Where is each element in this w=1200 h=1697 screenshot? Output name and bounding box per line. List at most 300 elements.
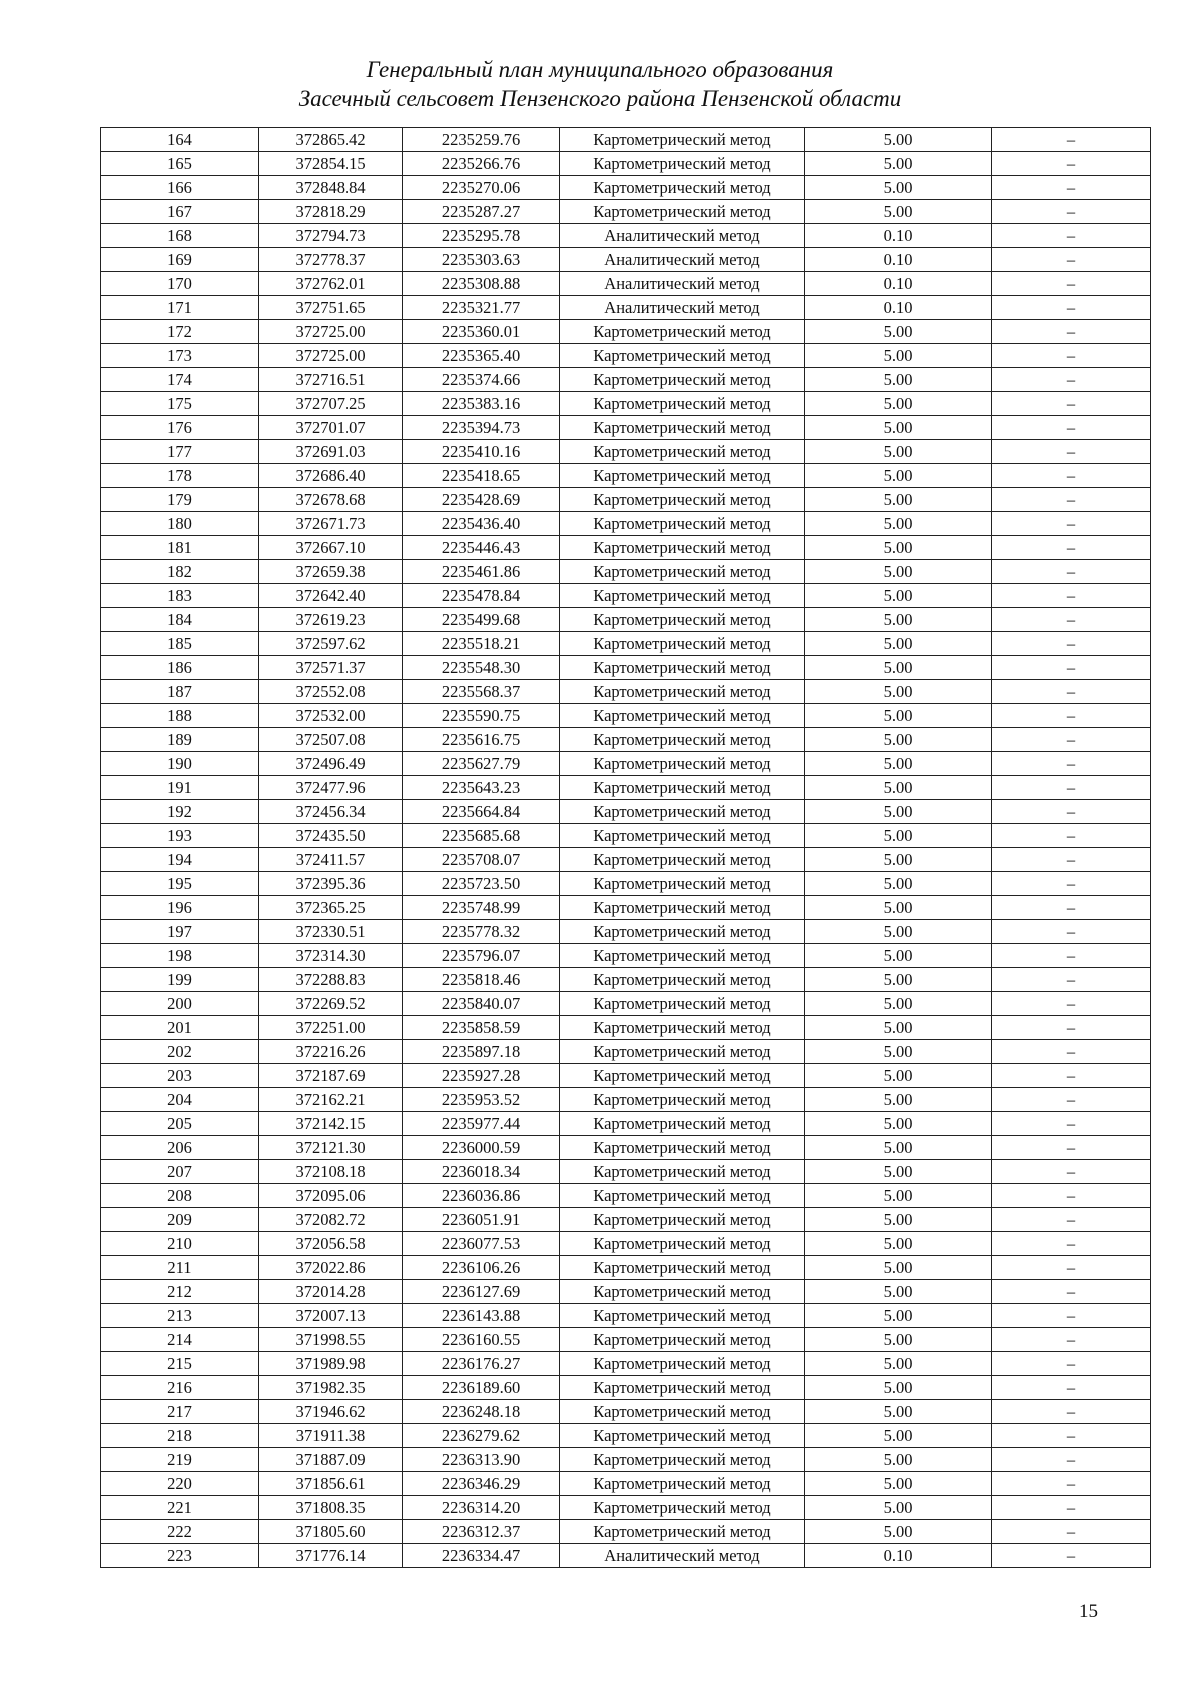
table-row [101, 728, 1151, 752]
table-row [101, 1184, 1151, 1208]
table-row [101, 656, 1151, 680]
y-coordinate-cell: 2235360.01 [403, 320, 560, 344]
note-cell: – [992, 128, 1151, 152]
y-coordinate-cell: 2235321.77 [403, 296, 560, 320]
x-coordinate-cell: 372716.51 [259, 368, 403, 392]
accuracy-cell: 5.00 [805, 1352, 992, 1376]
table-row [101, 1304, 1151, 1328]
y-coordinate-cell: 2235897.18 [403, 1040, 560, 1064]
y-coordinate-cell: 2235685.68 [403, 824, 560, 848]
point-number-cell: 170 [101, 272, 259, 296]
x-coordinate-cell: 372686.40 [259, 464, 403, 488]
accuracy-cell: 5.00 [805, 704, 992, 728]
method-cell: Картометрический метод [560, 152, 805, 176]
y-coordinate-cell: 2235478.84 [403, 584, 560, 608]
accuracy-cell: 5.00 [805, 584, 992, 608]
table-row [101, 416, 1151, 440]
y-coordinate-cell: 2235287.27 [403, 200, 560, 224]
y-coordinate-cell: 2235840.07 [403, 992, 560, 1016]
accuracy-cell: 5.00 [805, 632, 992, 656]
accuracy-cell: 5.00 [805, 128, 992, 152]
y-coordinate-cell: 2235590.75 [403, 704, 560, 728]
point-number-cell: 177 [101, 440, 259, 464]
method-cell: Картометрический метод [560, 920, 805, 944]
x-coordinate-cell: 371982.35 [259, 1376, 403, 1400]
method-cell: Картометрический метод [560, 344, 805, 368]
point-number-cell: 167 [101, 200, 259, 224]
note-cell: – [992, 824, 1151, 848]
table-row [101, 152, 1151, 176]
note-cell: – [992, 1352, 1151, 1376]
x-coordinate-cell: 372411.57 [259, 848, 403, 872]
point-number-cell: 176 [101, 416, 259, 440]
y-coordinate-cell: 2235365.40 [403, 344, 560, 368]
accuracy-cell: 5.00 [805, 1280, 992, 1304]
y-coordinate-cell: 2236127.69 [403, 1280, 560, 1304]
x-coordinate-cell: 372435.50 [259, 824, 403, 848]
y-coordinate-cell: 2236051.91 [403, 1208, 560, 1232]
note-cell: – [992, 1280, 1151, 1304]
note-cell: – [992, 320, 1151, 344]
method-cell: Картометрический метод [560, 1040, 805, 1064]
note-cell: – [992, 632, 1151, 656]
accuracy-cell: 5.00 [805, 464, 992, 488]
note-cell: – [992, 872, 1151, 896]
table-row [101, 776, 1151, 800]
x-coordinate-cell: 371808.35 [259, 1496, 403, 1520]
note-cell: – [992, 1304, 1151, 1328]
y-coordinate-cell: 2236000.59 [403, 1136, 560, 1160]
y-coordinate-cell: 2235266.76 [403, 152, 560, 176]
table-row [101, 1208, 1151, 1232]
note-cell: – [992, 272, 1151, 296]
note-cell: – [992, 944, 1151, 968]
y-coordinate-cell: 2236106.26 [403, 1256, 560, 1280]
note-cell: – [992, 440, 1151, 464]
y-coordinate-cell: 2235778.32 [403, 920, 560, 944]
method-cell: Картометрический метод [560, 896, 805, 920]
method-cell: Картометрический метод [560, 512, 805, 536]
point-number-cell: 171 [101, 296, 259, 320]
method-cell: Картометрический метод [560, 440, 805, 464]
table-row [101, 1088, 1151, 1112]
x-coordinate-cell: 372082.72 [259, 1208, 403, 1232]
note-cell: – [992, 752, 1151, 776]
note-cell: – [992, 152, 1151, 176]
y-coordinate-cell: 2235977.44 [403, 1112, 560, 1136]
table-row [101, 1112, 1151, 1136]
method-cell: Картометрический метод [560, 1088, 805, 1112]
table-row [101, 824, 1151, 848]
accuracy-cell: 5.00 [805, 368, 992, 392]
y-coordinate-cell: 2235643.23 [403, 776, 560, 800]
accuracy-cell: 5.00 [805, 944, 992, 968]
x-coordinate-cell: 371776.14 [259, 1544, 403, 1568]
point-number-cell: 210 [101, 1232, 259, 1256]
table-row [101, 848, 1151, 872]
point-number-cell: 219 [101, 1448, 259, 1472]
x-coordinate-cell: 372014.28 [259, 1280, 403, 1304]
x-coordinate-cell: 372162.21 [259, 1088, 403, 1112]
note-cell: – [992, 1088, 1151, 1112]
accuracy-cell: 5.00 [805, 1136, 992, 1160]
point-number-cell: 190 [101, 752, 259, 776]
point-number-cell: 169 [101, 248, 259, 272]
accuracy-cell: 0.10 [805, 272, 992, 296]
accuracy-cell: 5.00 [805, 416, 992, 440]
point-number-cell: 168 [101, 224, 259, 248]
table-row [101, 224, 1151, 248]
note-cell: – [992, 1112, 1151, 1136]
x-coordinate-cell: 372678.68 [259, 488, 403, 512]
note-cell: – [992, 200, 1151, 224]
accuracy-cell: 5.00 [805, 320, 992, 344]
note-cell: – [992, 512, 1151, 536]
note-cell: – [992, 1544, 1151, 1568]
point-number-cell: 182 [101, 560, 259, 584]
point-number-cell: 200 [101, 992, 259, 1016]
table-row [101, 752, 1151, 776]
method-cell: Аналитический метод [560, 224, 805, 248]
point-number-cell: 202 [101, 1040, 259, 1064]
point-number-cell: 186 [101, 656, 259, 680]
accuracy-cell: 5.00 [805, 200, 992, 224]
x-coordinate-cell: 372642.40 [259, 584, 403, 608]
y-coordinate-cell: 2235383.16 [403, 392, 560, 416]
accuracy-cell: 5.00 [805, 728, 992, 752]
accuracy-cell: 5.00 [805, 896, 992, 920]
note-cell: – [992, 1448, 1151, 1472]
y-coordinate-cell: 2236143.88 [403, 1304, 560, 1328]
y-coordinate-cell: 2235616.75 [403, 728, 560, 752]
y-coordinate-cell: 2235308.88 [403, 272, 560, 296]
y-coordinate-cell: 2235461.86 [403, 560, 560, 584]
point-number-cell: 183 [101, 584, 259, 608]
point-number-cell: 199 [101, 968, 259, 992]
point-number-cell: 223 [101, 1544, 259, 1568]
method-cell: Картометрический метод [560, 1064, 805, 1088]
note-cell: – [992, 1232, 1151, 1256]
note-cell: – [992, 1064, 1151, 1088]
method-cell: Картометрический метод [560, 1376, 805, 1400]
table-row [101, 1136, 1151, 1160]
note-cell: – [992, 584, 1151, 608]
method-cell: Картометрический метод [560, 1352, 805, 1376]
point-number-cell: 180 [101, 512, 259, 536]
table-row [101, 1376, 1151, 1400]
table-row [101, 296, 1151, 320]
method-cell: Картометрический метод [560, 1496, 805, 1520]
table-row [101, 1280, 1151, 1304]
accuracy-cell: 5.00 [805, 872, 992, 896]
method-cell: Картометрический метод [560, 1472, 805, 1496]
x-coordinate-cell: 372365.25 [259, 896, 403, 920]
x-coordinate-cell: 372691.03 [259, 440, 403, 464]
y-coordinate-cell: 2235303.63 [403, 248, 560, 272]
x-coordinate-cell: 371856.61 [259, 1472, 403, 1496]
header-title-line-1: Генеральный план муниципального образования [366, 57, 834, 82]
point-number-cell: 181 [101, 536, 259, 560]
note-cell: – [992, 992, 1151, 1016]
note-cell: – [992, 392, 1151, 416]
note-cell: – [992, 344, 1151, 368]
point-number-cell: 191 [101, 776, 259, 800]
y-coordinate-cell: 2235259.76 [403, 128, 560, 152]
table-row [101, 1496, 1151, 1520]
table-row [101, 320, 1151, 344]
x-coordinate-cell: 372865.42 [259, 128, 403, 152]
x-coordinate-cell: 372477.96 [259, 776, 403, 800]
method-cell: Картометрический метод [560, 800, 805, 824]
y-coordinate-cell: 2235818.46 [403, 968, 560, 992]
note-cell: – [992, 224, 1151, 248]
x-coordinate-cell: 372571.37 [259, 656, 403, 680]
method-cell: Картометрический метод [560, 128, 805, 152]
table-row [101, 1232, 1151, 1256]
point-number-cell: 195 [101, 872, 259, 896]
x-coordinate-cell: 371989.98 [259, 1352, 403, 1376]
accuracy-cell: 5.00 [805, 344, 992, 368]
point-number-cell: 196 [101, 896, 259, 920]
method-cell: Картометрический метод [560, 176, 805, 200]
y-coordinate-cell: 2236160.55 [403, 1328, 560, 1352]
method-cell: Картометрический метод [560, 416, 805, 440]
note-cell: – [992, 248, 1151, 272]
point-number-cell: 184 [101, 608, 259, 632]
method-cell: Картометрический метод [560, 536, 805, 560]
accuracy-cell: 5.00 [805, 776, 992, 800]
accuracy-cell: 5.00 [805, 1016, 992, 1040]
point-number-cell: 188 [101, 704, 259, 728]
y-coordinate-cell: 2236077.53 [403, 1232, 560, 1256]
y-coordinate-cell: 2235748.99 [403, 896, 560, 920]
note-cell: – [992, 608, 1151, 632]
note-cell: – [992, 776, 1151, 800]
accuracy-cell: 5.00 [805, 1208, 992, 1232]
point-number-cell: 193 [101, 824, 259, 848]
y-coordinate-cell: 2236313.90 [403, 1448, 560, 1472]
method-cell: Картометрический метод [560, 752, 805, 776]
accuracy-cell: 5.00 [805, 680, 992, 704]
point-number-cell: 218 [101, 1424, 259, 1448]
y-coordinate-cell: 2236189.60 [403, 1376, 560, 1400]
note-cell: – [992, 176, 1151, 200]
table-row [101, 392, 1151, 416]
accuracy-cell: 0.10 [805, 296, 992, 320]
method-cell: Картометрический метод [560, 488, 805, 512]
method-cell: Картометрический метод [560, 1304, 805, 1328]
table-row [101, 968, 1151, 992]
x-coordinate-cell: 372121.30 [259, 1136, 403, 1160]
point-number-cell: 217 [101, 1400, 259, 1424]
method-cell: Картометрический метод [560, 1400, 805, 1424]
note-cell: – [992, 1424, 1151, 1448]
table-row [101, 1400, 1151, 1424]
point-number-cell: 212 [101, 1280, 259, 1304]
point-number-cell: 221 [101, 1496, 259, 1520]
x-coordinate-cell: 372056.58 [259, 1232, 403, 1256]
x-coordinate-cell: 372095.06 [259, 1184, 403, 1208]
coordinates-table-body [101, 128, 1151, 1568]
y-coordinate-cell: 2235518.21 [403, 632, 560, 656]
accuracy-cell: 5.00 [805, 176, 992, 200]
note-cell: – [992, 800, 1151, 824]
method-cell: Картометрический метод [560, 824, 805, 848]
accuracy-cell: 5.00 [805, 512, 992, 536]
note-cell: – [992, 416, 1151, 440]
y-coordinate-cell: 2235953.52 [403, 1088, 560, 1112]
y-coordinate-cell: 2235858.59 [403, 1016, 560, 1040]
method-cell: Картометрический метод [560, 464, 805, 488]
note-cell: – [992, 1400, 1151, 1424]
table-row [101, 1448, 1151, 1472]
x-coordinate-cell: 371887.09 [259, 1448, 403, 1472]
method-cell: Картометрический метод [560, 848, 805, 872]
accuracy-cell: 5.00 [805, 992, 992, 1016]
note-cell: – [992, 1520, 1151, 1544]
note-cell: – [992, 536, 1151, 560]
y-coordinate-cell: 2235927.28 [403, 1064, 560, 1088]
table-row [101, 1424, 1151, 1448]
method-cell: Картометрический метод [560, 680, 805, 704]
y-coordinate-cell: 2235723.50 [403, 872, 560, 896]
x-coordinate-cell: 372269.52 [259, 992, 403, 1016]
point-number-cell: 174 [101, 368, 259, 392]
table-row [101, 872, 1151, 896]
method-cell: Картометрический метод [560, 560, 805, 584]
y-coordinate-cell: 2235374.66 [403, 368, 560, 392]
note-cell: – [992, 560, 1151, 584]
point-number-cell: 206 [101, 1136, 259, 1160]
point-number-cell: 201 [101, 1016, 259, 1040]
method-cell: Аналитический метод [560, 1544, 805, 1568]
x-coordinate-cell: 372701.07 [259, 416, 403, 440]
note-cell: – [992, 1376, 1151, 1400]
note-cell: – [992, 1184, 1151, 1208]
note-cell: – [992, 848, 1151, 872]
table-row [101, 368, 1151, 392]
note-cell: – [992, 1328, 1151, 1352]
accuracy-cell: 5.00 [805, 1064, 992, 1088]
x-coordinate-cell: 372108.18 [259, 1160, 403, 1184]
accuracy-cell: 5.00 [805, 488, 992, 512]
method-cell: Картометрический метод [560, 704, 805, 728]
x-coordinate-cell: 372854.15 [259, 152, 403, 176]
table-row [101, 1064, 1151, 1088]
method-cell: Аналитический метод [560, 296, 805, 320]
note-cell: – [992, 728, 1151, 752]
x-coordinate-cell: 372251.00 [259, 1016, 403, 1040]
page-number: 15 [1079, 1601, 1098, 1622]
table-row [101, 536, 1151, 560]
accuracy-cell: 5.00 [805, 152, 992, 176]
accuracy-cell: 5.00 [805, 1304, 992, 1328]
coordinates-table [100, 127, 1151, 1568]
y-coordinate-cell: 2235627.79 [403, 752, 560, 776]
x-coordinate-cell: 372314.30 [259, 944, 403, 968]
method-cell: Картометрический метод [560, 776, 805, 800]
point-number-cell: 198 [101, 944, 259, 968]
table-row [101, 560, 1151, 584]
table-row [101, 608, 1151, 632]
x-coordinate-cell: 372848.84 [259, 176, 403, 200]
accuracy-cell: 5.00 [805, 1256, 992, 1280]
point-number-cell: 211 [101, 1256, 259, 1280]
method-cell: Картометрический метод [560, 968, 805, 992]
table-row [101, 128, 1151, 152]
accuracy-cell: 5.00 [805, 1376, 992, 1400]
x-coordinate-cell: 372507.08 [259, 728, 403, 752]
x-coordinate-cell: 372496.49 [259, 752, 403, 776]
y-coordinate-cell: 2236036.86 [403, 1184, 560, 1208]
method-cell: Картометрический метод [560, 656, 805, 680]
accuracy-cell: 5.00 [805, 1232, 992, 1256]
note-cell: – [992, 968, 1151, 992]
accuracy-cell: 5.00 [805, 1184, 992, 1208]
point-number-cell: 208 [101, 1184, 259, 1208]
point-number-cell: 213 [101, 1304, 259, 1328]
method-cell: Картометрический метод [560, 1160, 805, 1184]
point-number-cell: 189 [101, 728, 259, 752]
point-number-cell: 207 [101, 1160, 259, 1184]
x-coordinate-cell: 372671.73 [259, 512, 403, 536]
table-row [101, 1472, 1151, 1496]
x-coordinate-cell: 371805.60 [259, 1520, 403, 1544]
accuracy-cell: 5.00 [805, 1088, 992, 1112]
x-coordinate-cell: 372751.65 [259, 296, 403, 320]
x-coordinate-cell: 372597.62 [259, 632, 403, 656]
x-coordinate-cell: 372659.38 [259, 560, 403, 584]
y-coordinate-cell: 2235548.30 [403, 656, 560, 680]
accuracy-cell: 5.00 [805, 1112, 992, 1136]
method-cell: Картометрический метод [560, 944, 805, 968]
accuracy-cell: 5.00 [805, 1400, 992, 1424]
table-row [101, 512, 1151, 536]
note-cell: – [992, 656, 1151, 680]
accuracy-cell: 5.00 [805, 560, 992, 584]
note-cell: – [992, 1208, 1151, 1232]
y-coordinate-cell: 2235418.65 [403, 464, 560, 488]
point-number-cell: 203 [101, 1064, 259, 1088]
accuracy-cell: 5.00 [805, 1520, 992, 1544]
x-coordinate-cell: 371998.55 [259, 1328, 403, 1352]
x-coordinate-cell: 372456.34 [259, 800, 403, 824]
y-coordinate-cell: 2235499.68 [403, 608, 560, 632]
accuracy-cell: 5.00 [805, 536, 992, 560]
table-row [101, 440, 1151, 464]
table-row [101, 200, 1151, 224]
x-coordinate-cell: 372794.73 [259, 224, 403, 248]
table-row [101, 1040, 1151, 1064]
x-coordinate-cell: 372725.00 [259, 320, 403, 344]
x-coordinate-cell: 372725.00 [259, 344, 403, 368]
point-number-cell: 178 [101, 464, 259, 488]
method-cell: Картометрический метод [560, 368, 805, 392]
y-coordinate-cell: 2235410.16 [403, 440, 560, 464]
x-coordinate-cell: 372762.01 [259, 272, 403, 296]
y-coordinate-cell: 2236346.29 [403, 1472, 560, 1496]
table-row [101, 1544, 1151, 1568]
document-header [0, 55, 1200, 113]
accuracy-cell: 5.00 [805, 1424, 992, 1448]
y-coordinate-cell: 2235708.07 [403, 848, 560, 872]
table-row [101, 1256, 1151, 1280]
point-number-cell: 164 [101, 128, 259, 152]
table-row [101, 704, 1151, 728]
x-coordinate-cell: 372532.00 [259, 704, 403, 728]
x-coordinate-cell: 372778.37 [259, 248, 403, 272]
method-cell: Картометрический метод [560, 992, 805, 1016]
